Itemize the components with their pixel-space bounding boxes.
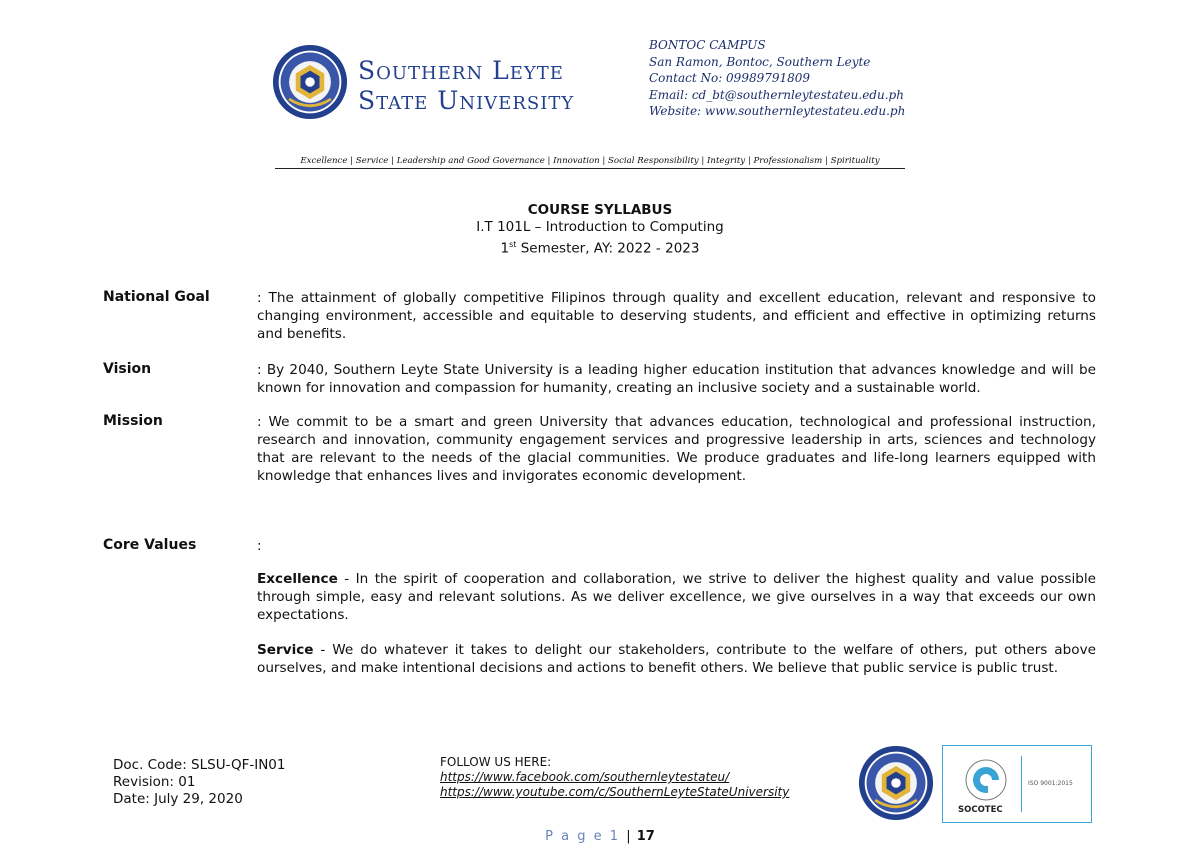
national-goal-label: National Goal xyxy=(103,289,210,305)
facebook-link[interactable]: https://www.facebook.com/southernleytestateu/ xyxy=(440,770,730,784)
core-values-colon: : xyxy=(257,538,262,554)
socotec-label: SOCOTEC xyxy=(958,805,1003,815)
page-current: 1 xyxy=(609,829,621,844)
campus-name: BONTOC CAMPUS xyxy=(649,38,766,52)
doc-code: Doc. Code: SLSU-QF-IN01 xyxy=(113,757,286,773)
campus-contact-block xyxy=(649,37,905,120)
socotec-certification-badge xyxy=(942,745,1092,823)
page-separator: | xyxy=(626,829,631,844)
core-values-tagline: Excellence | Service | Leadership and Good Governance | Innovation | Social Responsibility | Integrity | Professionalism | Spirituality xyxy=(275,156,905,169)
core-values-label: Core Values xyxy=(103,537,197,553)
follow-us-block xyxy=(440,755,789,800)
revision: Revision: 01 xyxy=(113,774,196,790)
excellence-text: - In the spirit of cooperation and collaboration, we strive to deliver the highest quality and value possible through simple, easy and relevant solutions. As we deliver excellence, we give ourselves in a way that exceeds our own expectations. xyxy=(257,571,1096,623)
vision-label: Vision xyxy=(103,361,152,377)
semester-line xyxy=(0,236,1200,258)
page-number xyxy=(0,829,1200,844)
campus-website: Website: www.southernleytestateu.edu.ph xyxy=(649,104,906,118)
campus-email: Email: cd_bt@southernleytestateu.edu.ph xyxy=(649,87,904,102)
document-info xyxy=(113,757,286,808)
service-title: Service xyxy=(257,642,314,658)
course-title: I.T 101L – Introduction to Computing xyxy=(476,219,724,235)
page-total: 17 xyxy=(636,829,655,844)
service-text: - We do whatever it takes to delight our stakeholders, contribute to the welfare of others, put others above ourselves, and make intentional decisions and actions to benefit others. We believe that public service is public trust. xyxy=(257,642,1096,676)
university-seal-icon xyxy=(272,44,348,120)
excellence-paragraph xyxy=(257,570,1096,624)
follow-label: FOLLOW US HERE: xyxy=(440,755,552,769)
vision-text: : By 2040, Southern Leyte State University is a leading higher education institution that advances knowledge and will be known for innovation and compassion for humanity, creating an inclusive society and a sustainable world. xyxy=(257,362,1096,396)
iso-label: ISO 9001:2015 xyxy=(1028,780,1073,787)
national-goal-text: : The attainment of globally competitive Filipinos through quality and excellent education, relevant and responsive to changing environment, accessible and equitable to deserving students, and efficient and effective in optimizing returns and benefits. xyxy=(257,290,1096,342)
youtube-link[interactable]: https://www.youtube.com/c/SouthernLeyteStateUniversity xyxy=(440,785,790,799)
mission-text: : We commit to be a smart and green University that advances education, technological and professional instruction, research and innovation, community engagement services and progressive leadership in arts, sciences and technology that are relevant to the needs of the glacial communities. We produce graduates and life-long learners equipped with knowledge that enhances lives and invigorates economic development. xyxy=(257,414,1096,484)
iso-panel xyxy=(1021,756,1084,812)
document-title: COURSE SYLLABUS xyxy=(527,202,673,218)
excellence-title: Excellence xyxy=(257,571,338,587)
mission-label: Mission xyxy=(103,413,163,429)
semester-text: Semester, AY: 2022 - 2023 xyxy=(516,240,700,257)
campus-address: San Ramon, Bontoc, Southern Leyte xyxy=(649,54,871,69)
title-block xyxy=(0,202,1200,258)
page-word: P a g e xyxy=(545,829,604,844)
university-name-line2: State University xyxy=(358,86,575,115)
campus-contact: Contact No: 09989791809 xyxy=(649,71,811,85)
semester-number: 1 xyxy=(500,240,510,257)
semester-suffix: st xyxy=(509,240,517,249)
university-name-line1: Southern Leyte xyxy=(358,56,564,85)
university-name xyxy=(358,56,574,116)
footer-seal-icon xyxy=(858,745,934,821)
doc-date: Date: July 29, 2020 xyxy=(113,791,243,807)
service-paragraph xyxy=(257,641,1096,677)
